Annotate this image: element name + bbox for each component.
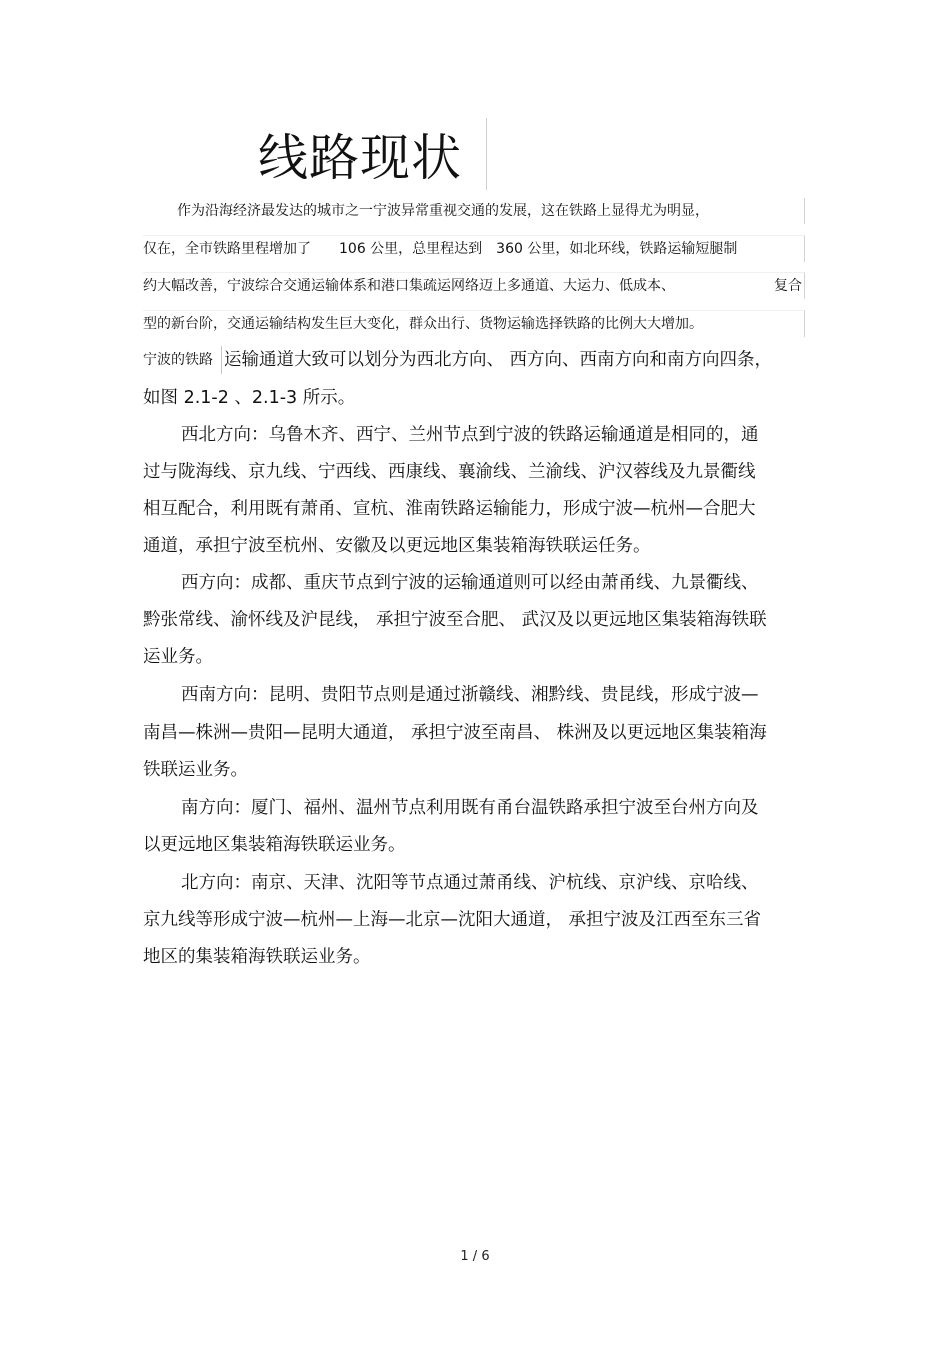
paragraph-line-15: 京九线等形成宁波—杭州—上海—北京—沈阳大通道， 承担宁波及江西至东三省 <box>143 910 762 930</box>
intro-line-2 <box>143 235 805 262</box>
intro-line-2-part-c: 360 公里，如北环线，铁路运输短腿制 <box>496 241 738 257</box>
title-box <box>258 118 487 190</box>
paragraph-line-14: 北方向：南京、天津、沈阳等节点通过萧甬线、沪杭线、京沪线、京哈线、 <box>181 873 759 893</box>
intro-line-4 <box>143 310 805 337</box>
paragraph-line-13: 以更远地区集装箱海铁联运业务。 <box>143 835 406 855</box>
intro-line-3-text: 约大幅改善，宁波综合交通运输体系和港口集疏运网络迈上多通道、大运力、低成本、 <box>143 278 675 294</box>
paragraph-line-4: 相互配合，利用既有萧甬、宣杭、淮南铁路运输能力，形成宁波—杭州—合肥大 <box>143 499 756 519</box>
paragraph-line-8: 运业务。 <box>143 647 213 667</box>
intro-line-2-part-b: 106 公里，总里程达到 <box>339 241 483 257</box>
paragraph-line-9: 西南方向：昆明、贵阳节点则是通过浙赣线、湘黔线、贵昆线，形成宁波— <box>181 685 759 705</box>
mixed-line <box>143 346 772 374</box>
intro-line-1 <box>143 198 805 224</box>
paragraph-line-6: 西方向：成都、重庆节点到宁波的运输通道则可以经由萧甬线、九景衢线、 <box>181 573 759 593</box>
intro-line-3 <box>143 272 805 299</box>
mixed-line-rest: 运输通道大致可以划分为西北方向、 西方向、西南方向和南方向四条， <box>224 350 773 370</box>
paragraph-line-3: 过与陇海线、京九线、宁西线、西康线、襄渝线、兰渝线、沪汉蓉线及九景衢线 <box>143 462 756 482</box>
intro-line-2-part-a: 仅在，全市铁路里程增加了 <box>143 241 311 257</box>
paragraph-line-10: 南昌—株洲—贵阳—昆明大通道， 承担宁波至南昌、 株洲及以更远地区集装箱海 <box>143 723 767 743</box>
page-number: 1 / 6 <box>460 1249 490 1264</box>
intro-line-4-text: 型的新台阶，交通运输结构发生巨大变化，群众出行、货物运输选择铁路的比例大大增加。 <box>143 316 703 332</box>
paragraph-line-2: 西北方向：乌鲁木齐、西宁、兰州节点到宁波的铁路运输通道是相同的，通 <box>181 425 759 445</box>
intro-line-1-text: 作为沿海经济最发达的城市之一宁波异常重视交通的发展，这在铁路上显得尤为明显， <box>177 203 709 219</box>
paragraph-line-1: 如图 2.1-2 、2.1-3 所示。 <box>143 388 356 408</box>
mixed-line-lead: 宁波的铁路 <box>143 346 222 374</box>
paragraph-line-7: 黔张常线、渝怀线及沪昆线， 承担宁波至合肥、 武汉及以更远地区集装箱海铁联 <box>143 610 767 630</box>
page-title: 线路现状 <box>258 129 462 187</box>
paragraph-line-11: 铁联运业务。 <box>143 760 248 780</box>
paragraph-line-5: 通道，承担宁波至杭州、安徽及以更远地区集装箱海铁联运任务。 <box>143 536 651 556</box>
paragraph-line-12: 南方向：厦门、福州、温州节点利用既有甬台温铁路承担宁波至台州方向及 <box>181 798 759 818</box>
paragraph-line-16: 地区的集装箱海铁联运业务。 <box>143 947 371 967</box>
intro-line-3-right: 复合 <box>774 278 802 294</box>
